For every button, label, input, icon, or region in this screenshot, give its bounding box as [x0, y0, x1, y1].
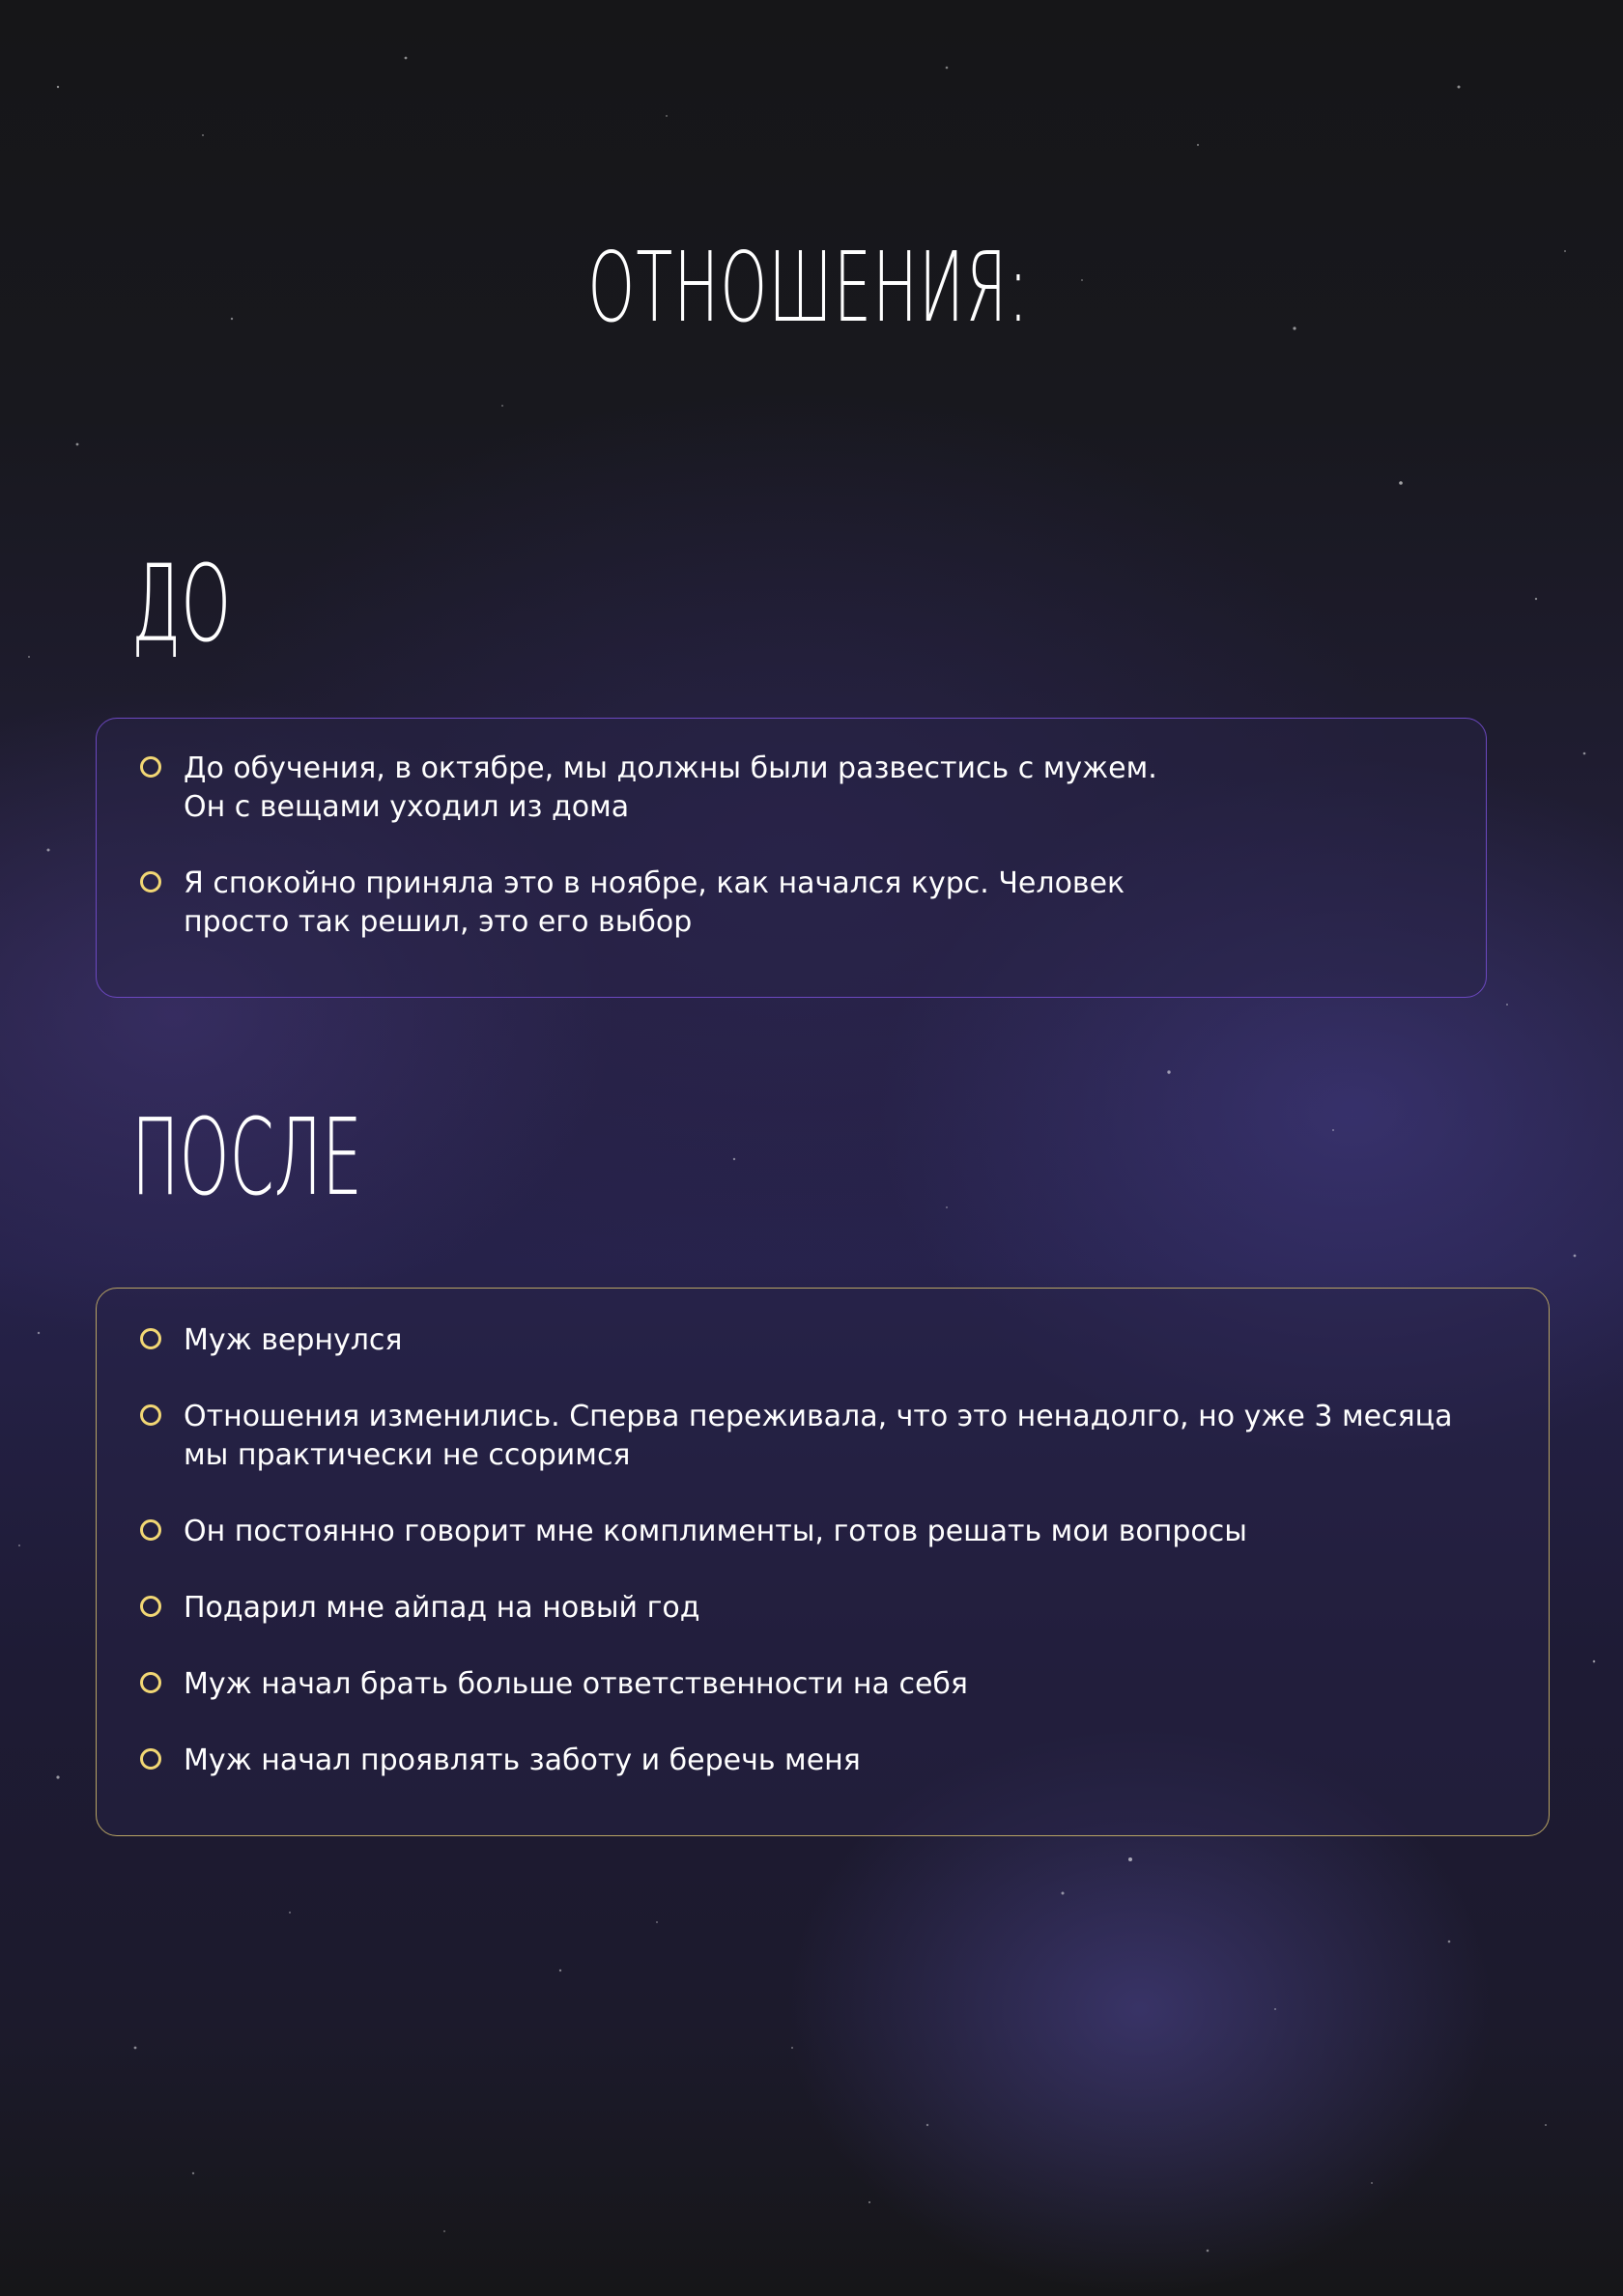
list-item-line: мы практически не ссоримся	[184, 1438, 631, 1472]
list-item-line: Муж вернулся	[184, 1323, 403, 1357]
circle-bullet-icon	[140, 1748, 161, 1770]
list-item-line: Он с вещами уходил из дома	[184, 790, 630, 824]
list-item	[184, 1398, 1452, 1475]
list-item-line: Он постоянно говорит мне комплименты, готов решать мои вопросы	[184, 1515, 1247, 1548]
before-card	[96, 718, 1487, 998]
list-item	[184, 865, 1125, 942]
list-item	[184, 1321, 402, 1360]
list-item-line: Муж начал брать больше ответственности на себя	[184, 1667, 968, 1701]
list-item-line: До обучения, в октябре, мы должны были развестись с мужем.	[184, 751, 1157, 785]
list-item-line: Отношения изменились. Сперва переживала, что это ненадолго, но уже 3 месяца	[184, 1400, 1453, 1433]
circle-bullet-icon	[140, 1596, 161, 1617]
circle-bullet-icon	[140, 1519, 161, 1541]
page-title: ОТНОШЕНИЯ:	[587, 231, 1030, 344]
section-label-after: ПОСЛЕ	[131, 1095, 362, 1219]
list-item-line: Муж начал проявлять заботу и беречь меня	[184, 1743, 861, 1777]
section-label-before: ДО	[131, 542, 232, 666]
list-item	[184, 1665, 968, 1704]
list-item	[184, 1513, 1247, 1551]
list-item-line: Я спокойно приняла это в ноябре, как начался курс. Человек	[184, 866, 1125, 900]
circle-bullet-icon	[140, 1328, 161, 1349]
list-item	[184, 1589, 699, 1628]
list-item-line: просто так решил, это его выбор	[184, 905, 693, 939]
list-item	[184, 750, 1157, 827]
circle-bullet-icon	[140, 1404, 161, 1426]
list-item	[184, 1742, 861, 1780]
circle-bullet-icon	[140, 1672, 161, 1693]
list-item-line: Подарил мне айпад на новый год	[184, 1591, 700, 1625]
circle-bullet-icon	[140, 871, 161, 893]
circle-bullet-icon	[140, 756, 161, 778]
after-card	[96, 1288, 1550, 1836]
